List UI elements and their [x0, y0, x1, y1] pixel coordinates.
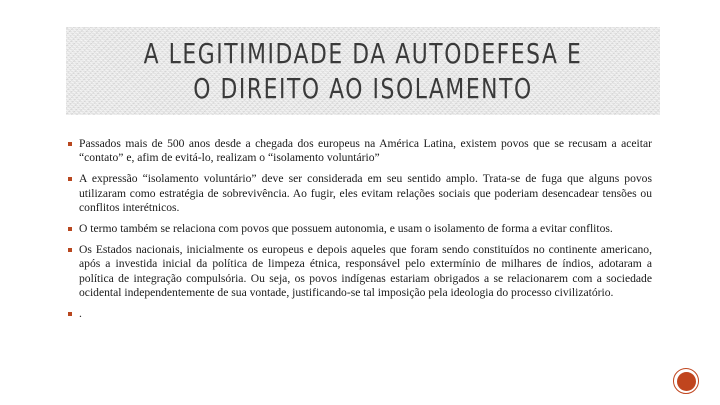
- bullet-square-icon: [68, 312, 72, 316]
- slide-title: A LEGITIMIDADE DA AUTODEFESA E O DIREITO AO ISOLAMENTO: [143, 37, 583, 105]
- bullet-text: Passados mais de 500 anos desde a chegada dos europeus na América Latina, existem povos que se recusam a aceitar “contato” e, afim de evitá-lo, realizam o “isolamento voluntário”: [79, 137, 652, 165]
- bullet-text: A expressão “isolamento voluntário” deve ser considerada em seu sentido amplo. Trata-se de fuga que alguns povos utilizaram como estratégia de sobrevivência. Ao fugir, eles evitam relações sociais que poderiam desencadear tensões ou conflitos interétnicos.: [79, 172, 652, 214]
- circle-nav-fill: [677, 372, 696, 391]
- bullet-item: [68, 137, 652, 165]
- bullet-square-icon: [68, 227, 72, 231]
- bullet-square-icon: [68, 177, 72, 181]
- bullet-square-icon: [68, 248, 72, 252]
- title-band: [66, 27, 660, 115]
- bullet-item: [68, 222, 652, 236]
- bullet-list: [68, 137, 652, 328]
- bullet-text: Os Estados nacionais, inicialmente os europeus e depois aqueles que foram sendo constituídos no continente americano, após a investida inicial da política de limpeza étnica, responsável pelo extermínio de milhares de índios, adotaram a política de integração compulsória. Ou seja, os povos indígenas estariam obrigados a se relacionarem com a sociedade ocidental independentemente de sua vontade, justificando-se tal imposição pela ideologia do processo civilizatório.: [79, 243, 652, 299]
- circle-nav-icon[interactable]: [673, 368, 699, 394]
- bullet-item: [68, 307, 652, 321]
- bullet-text: .: [79, 307, 82, 321]
- bullet-text: O termo também se relaciona com povos que possuem autonomia, e usam o isolamento de forma a evitar conflitos.: [79, 222, 613, 236]
- bullet-item: [68, 172, 652, 215]
- bullet-item: [68, 243, 652, 300]
- bullet-square-icon: [68, 142, 72, 146]
